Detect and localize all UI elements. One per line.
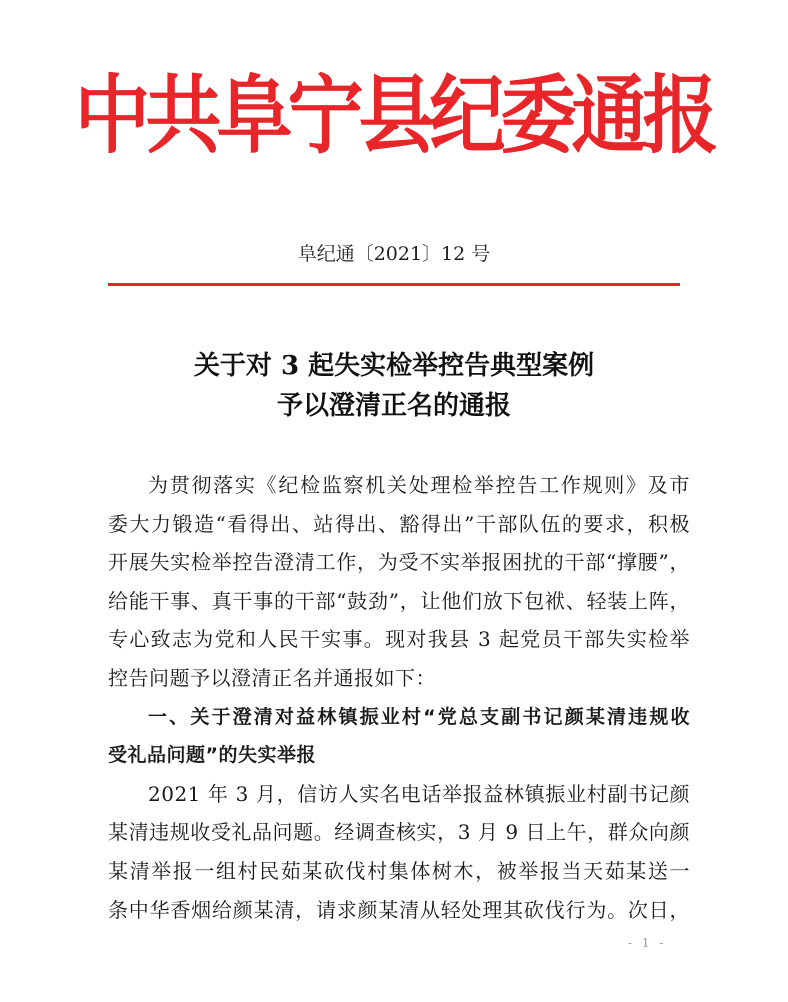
document-number: 阜纪通〔2021〕12 号 xyxy=(297,243,491,265)
notice-title-line-2: 予以澄清正名的通报 xyxy=(276,391,511,421)
intro-line-1: 为贯彻落实《纪检监察机关处理检举控告工作规则》及市 xyxy=(148,473,690,497)
section-1-line-1: 2021 年 3 月，信访人实名电话举报益林镇振业村副书记颜 xyxy=(148,781,690,806)
notice-title-line-1: 关于对 3 起失实检举控告典型案例 xyxy=(193,351,595,381)
section-1-line-2: 某清违规收受礼品问题。经调查核实，3 月 9 日上午，群众向颜 xyxy=(108,820,690,845)
notice-body xyxy=(108,466,690,929)
page-number: - 1 - xyxy=(628,936,667,950)
section-1-heading-line-2: 受礼品问题”的失实举报 xyxy=(108,744,316,767)
intro-line-2: 委大力锻造“看得出、站得出、豁得出”干部队伍的要求，积极 xyxy=(108,511,690,536)
notice-title xyxy=(0,346,788,426)
red-divider-line xyxy=(108,283,680,286)
section-1-line-3: 某清举报一组村民茹某砍伐村集体树木，被举报当天茹某送一 xyxy=(108,858,690,883)
intro-line-3: 开展失实检举控告澄清工作，为受不实举报困扰的干部“撑腰”， xyxy=(108,550,690,575)
intro-line-5: 专心致志为党和人民干实事。现对我县 3 起党员干部失实检举 xyxy=(108,627,690,652)
intro-line-6: 控告问题予以澄清正名并通报如下： xyxy=(108,665,436,690)
intro-line-4: 给能干事、真干事的干部“鼓劲”，让他们放下包袱、轻装上阵， xyxy=(108,588,690,613)
section-1-line-4: 条中华香烟给颜某清，请求颜某清从轻处理其砍伐行为。次日， xyxy=(108,897,690,922)
masthead-title: 中共阜宁县纪委通报 xyxy=(74,65,714,166)
section-1-heading-line-1: 一、关于澄清对益林镇振业村“党总支副书记颜某清违规收 xyxy=(148,705,690,728)
